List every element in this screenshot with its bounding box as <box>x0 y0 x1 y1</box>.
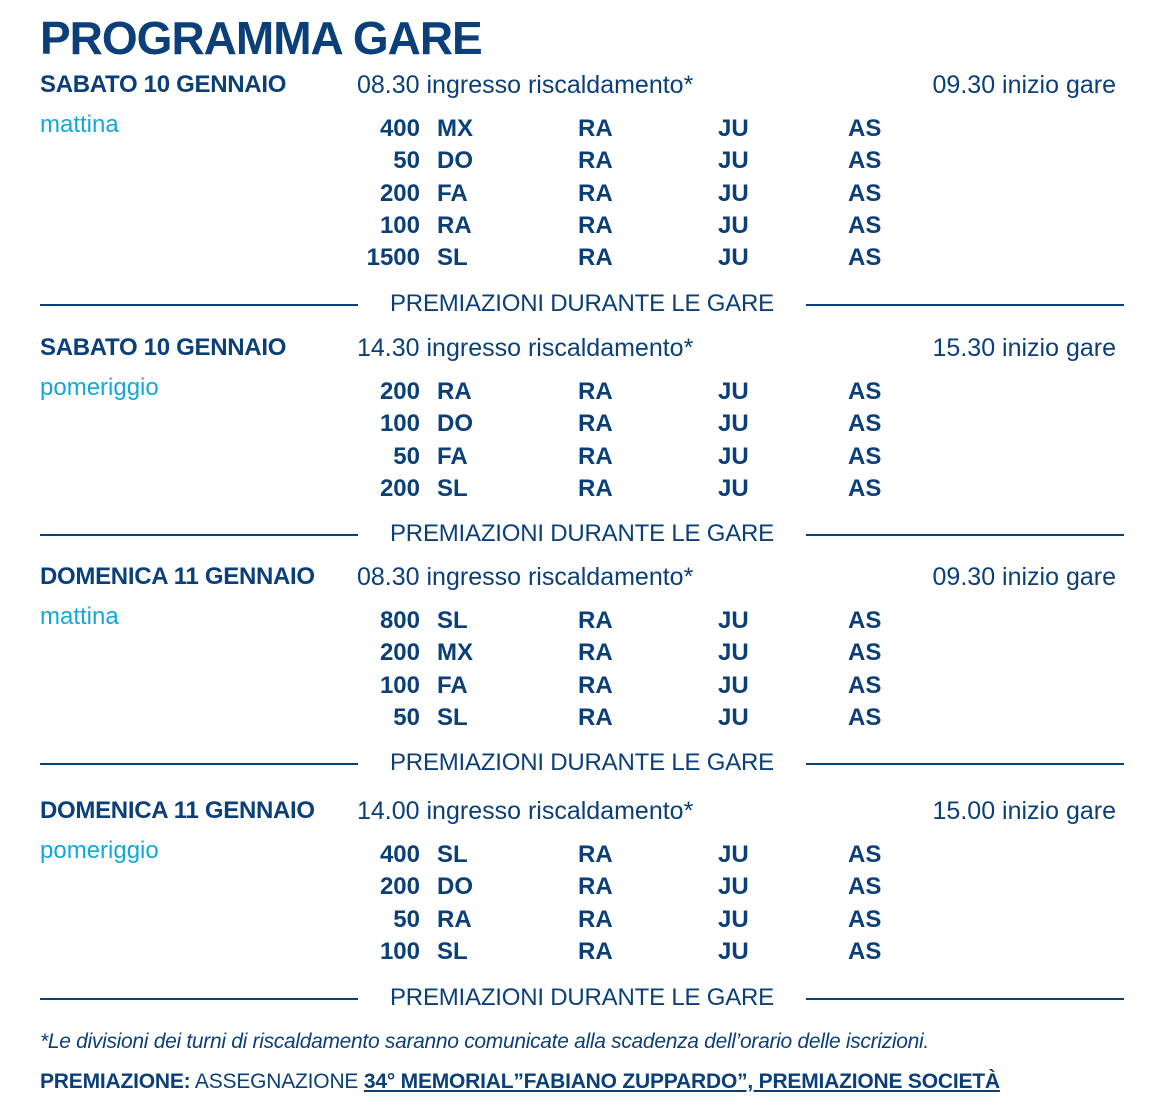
event-category-ju: JU <box>718 639 749 667</box>
event-category-ra: RA <box>578 671 613 699</box>
event-category-ju: JU <box>718 115 749 142</box>
event-category-as: AS <box>848 474 882 502</box>
divider-text: PREMIAZIONI DURANTE LE GARE <box>390 520 774 547</box>
event-category-ju: JU <box>718 703 749 731</box>
event-category-ra: RA <box>578 115 613 142</box>
event-category-ju: JU <box>718 410 749 438</box>
event-category-ra: RA <box>578 211 613 239</box>
event-category-ju: JU <box>718 474 749 502</box>
event-distance: 100 <box>379 671 420 699</box>
warmup-time: 08.30 ingresso riscaldamento* <box>357 563 694 591</box>
event-row <box>0 904 1156 936</box>
session-day: DOMENICA 11 GENNAIO <box>40 563 315 590</box>
event-style: RA <box>437 378 472 405</box>
event-category-as: AS <box>848 147 882 175</box>
event-category-as: AS <box>848 179 882 207</box>
event-category-ra: RA <box>578 841 613 868</box>
event-category-ra: RA <box>578 442 613 470</box>
events-list <box>0 839 1156 968</box>
event-style: DO <box>437 410 473 438</box>
event-distance: 200 <box>379 378 420 405</box>
start-time: 15.00 inizio gare <box>932 797 1116 825</box>
events-list <box>0 376 1156 505</box>
event-row <box>0 113 1156 145</box>
event-row <box>0 637 1156 669</box>
divider-text: PREMIAZIONI DURANTE LE GARE <box>390 290 774 317</box>
event-distance: 200 <box>379 639 420 667</box>
event-category-ra: RA <box>578 410 613 438</box>
event-style: SL <box>437 607 468 634</box>
event-row <box>0 210 1156 242</box>
event-row <box>0 473 1156 505</box>
page-title: PROGRAMMA GARE <box>40 12 482 64</box>
events-list <box>0 605 1156 734</box>
event-row <box>0 670 1156 702</box>
event-category-as: AS <box>848 905 882 933</box>
awards-divider <box>40 289 1124 319</box>
event-category-ju: JU <box>718 378 749 405</box>
event-category-ju: JU <box>718 244 749 272</box>
session-day: SABATO 10 GENNAIO <box>40 71 287 98</box>
event-row <box>0 242 1156 274</box>
event-category-ju: JU <box>718 671 749 699</box>
session-part: pomeriggio <box>40 837 159 864</box>
event-category-ra: RA <box>578 937 613 965</box>
event-category-ra: RA <box>578 179 613 207</box>
event-category-ju: JU <box>718 841 749 868</box>
event-category-as: AS <box>848 244 882 272</box>
session-day: SABATO 10 GENNAIO <box>40 334 287 361</box>
event-row <box>0 871 1156 903</box>
event-category-ju: JU <box>718 211 749 239</box>
event-style: SL <box>437 937 468 965</box>
event-category-ju: JU <box>718 905 749 933</box>
event-style: SL <box>437 474 468 502</box>
event-style: MX <box>437 115 473 142</box>
event-row <box>0 441 1156 473</box>
event-style: DO <box>437 873 473 901</box>
events-list <box>0 113 1156 274</box>
session-part: pomeriggio <box>40 374 159 401</box>
event-category-ju: JU <box>718 607 749 634</box>
event-distance: 50 <box>393 703 420 731</box>
event-style: DO <box>437 147 473 175</box>
event-category-ra: RA <box>578 147 613 175</box>
event-row <box>0 178 1156 210</box>
event-category-as: AS <box>848 442 882 470</box>
event-row <box>0 702 1156 734</box>
event-row <box>0 376 1156 408</box>
event-row <box>0 936 1156 968</box>
event-category-ra: RA <box>578 639 613 667</box>
award-label: PREMIAZIONE: <box>40 1070 191 1093</box>
divider-text: PREMIAZIONI DURANTE LE GARE <box>390 749 774 776</box>
award-line <box>40 1067 1000 1097</box>
divider-line-right <box>806 534 1124 536</box>
event-style: RA <box>437 905 472 933</box>
event-distance: 200 <box>379 873 420 901</box>
event-distance: 400 <box>379 841 420 868</box>
start-time: 09.30 inizio gare <box>932 71 1116 99</box>
event-category-ra: RA <box>578 378 613 405</box>
event-distance: 100 <box>379 410 420 438</box>
warmup-time: 14.30 ingresso riscaldamento* <box>357 334 694 362</box>
event-row <box>0 145 1156 177</box>
event-category-as: AS <box>848 607 882 634</box>
event-category-ju: JU <box>718 179 749 207</box>
event-style: FA <box>437 179 468 207</box>
event-category-ra: RA <box>578 873 613 901</box>
event-distance: 200 <box>379 474 420 502</box>
session-part: mattina <box>40 111 119 138</box>
event-category-as: AS <box>848 671 882 699</box>
event-distance: 200 <box>379 179 420 207</box>
event-style: SL <box>437 703 468 731</box>
event-style: RA <box>437 211 472 239</box>
event-distance: 50 <box>393 442 420 470</box>
event-distance: 100 <box>379 937 420 965</box>
event-category-as: AS <box>848 639 882 667</box>
event-category-ra: RA <box>578 905 613 933</box>
event-distance: 100 <box>379 211 420 239</box>
event-category-as: AS <box>848 378 882 405</box>
event-category-ra: RA <box>578 244 613 272</box>
memorial-link[interactable]: 34° MEMORIAL”FABIANO ZUPPARDO”, PREMIAZIONE SOCIETÀ <box>363 1070 1000 1093</box>
event-category-as: AS <box>848 703 882 731</box>
event-category-ra: RA <box>578 607 613 634</box>
event-distance: 800 <box>379 607 420 634</box>
event-category-as: AS <box>848 115 882 142</box>
event-row <box>0 408 1156 440</box>
awards-divider <box>40 519 1124 549</box>
event-style: FA <box>437 671 468 699</box>
event-category-ju: JU <box>718 873 749 901</box>
awards-divider <box>40 983 1124 1013</box>
event-category-as: AS <box>848 410 882 438</box>
event-distance: 50 <box>393 905 420 933</box>
start-time: 15.30 inizio gare <box>932 334 1116 362</box>
footnote: *Le divisioni dei turni di riscaldamento saranno comunicate alla scadenza dell’orario delle iscrizioni. <box>40 1030 929 1053</box>
event-style: SL <box>437 244 468 272</box>
event-style: MX <box>437 639 473 667</box>
divider-line-right <box>806 304 1124 306</box>
event-category-ju: JU <box>718 937 749 965</box>
event-style: FA <box>437 442 468 470</box>
event-row <box>0 605 1156 637</box>
divider-line-right <box>806 763 1124 765</box>
divider-text: PREMIAZIONI DURANTE LE GARE <box>390 984 774 1011</box>
event-category-as: AS <box>848 937 882 965</box>
event-category-ju: JU <box>718 442 749 470</box>
event-distance: 400 <box>379 115 420 142</box>
event-category-ra: RA <box>578 703 613 731</box>
event-style: SL <box>437 841 468 868</box>
event-category-ra: RA <box>578 474 613 502</box>
warmup-time: 14.00 ingresso riscaldamento* <box>357 797 694 825</box>
event-category-as: AS <box>848 873 882 901</box>
start-time: 09.30 inizio gare <box>932 563 1116 591</box>
event-category-ju: JU <box>718 147 749 175</box>
divider-line-right <box>806 998 1124 1000</box>
warmup-time: 08.30 ingresso riscaldamento* <box>357 71 694 99</box>
session-day: DOMENICA 11 GENNAIO <box>40 797 315 824</box>
event-category-as: AS <box>848 211 882 239</box>
event-distance: 50 <box>393 147 420 175</box>
session-part: mattina <box>40 603 119 630</box>
award-text: ASSEGNAZIONE <box>190 1070 364 1093</box>
awards-divider <box>40 748 1124 778</box>
event-distance: 1500 <box>366 244 420 272</box>
event-category-as: AS <box>848 841 882 868</box>
event-row <box>0 839 1156 871</box>
